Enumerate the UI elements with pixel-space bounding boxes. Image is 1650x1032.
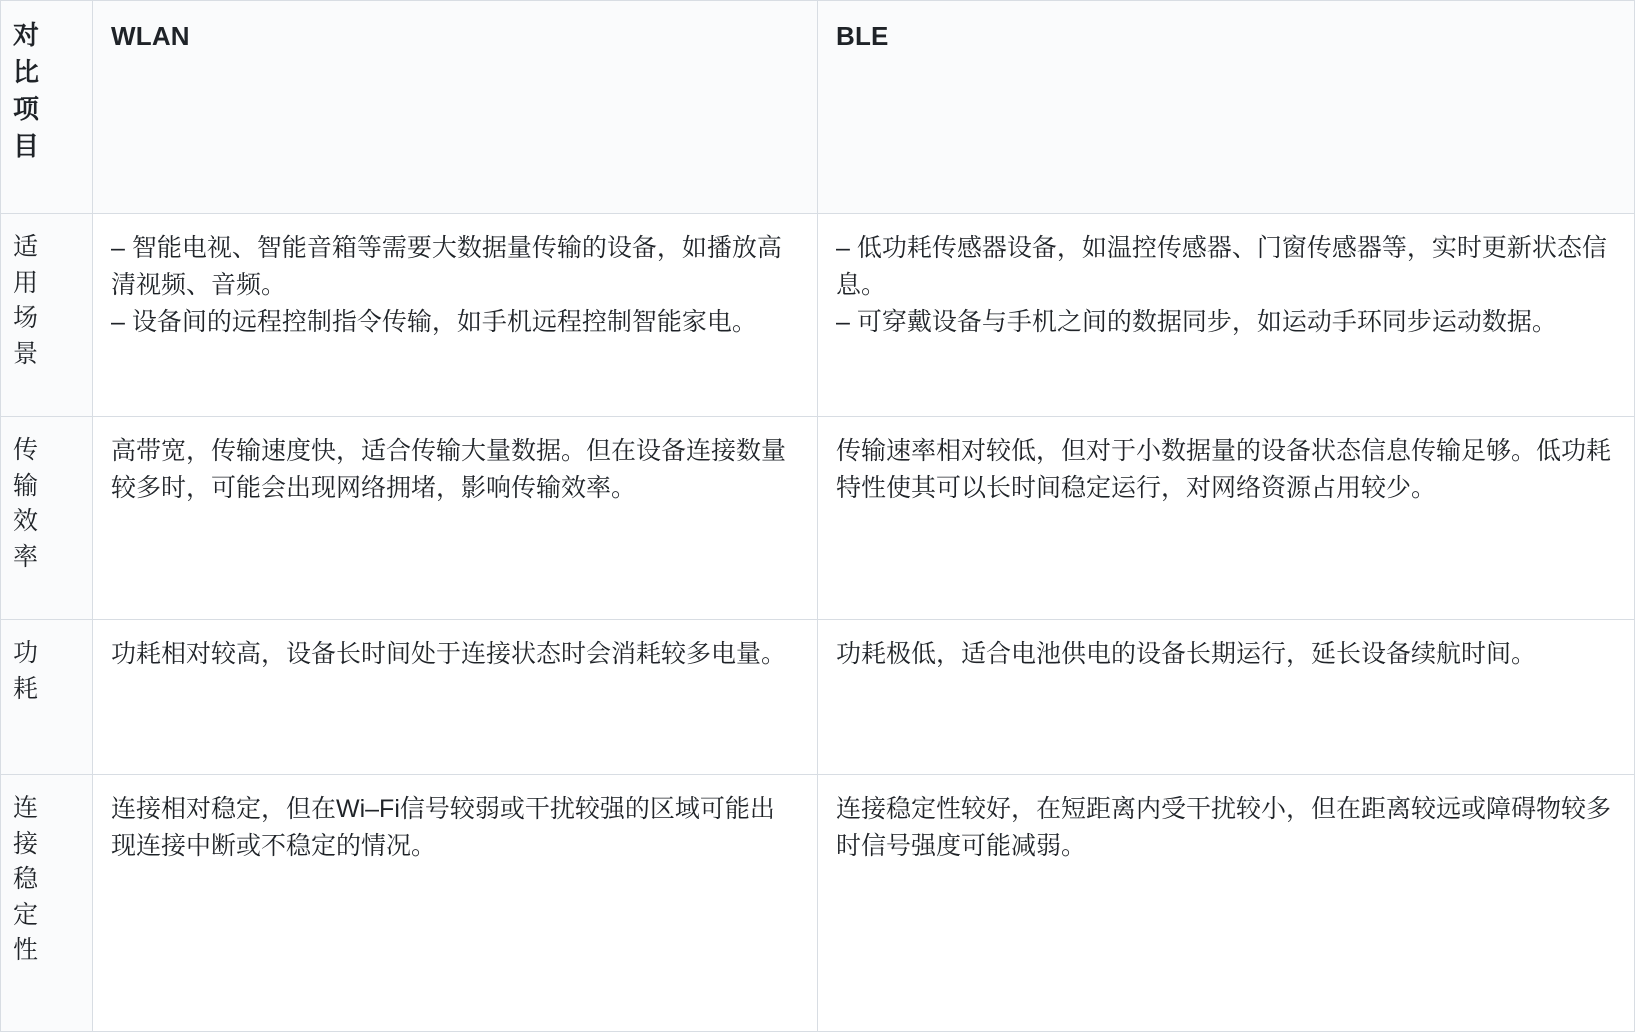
row-label-connection-stability	[1, 775, 93, 1032]
table-header	[1, 1, 1635, 214]
cell-line: – 智能电视、智能音箱等需要大数据量传输的设备，如播放高清视频、音频。	[111, 234, 782, 299]
column-header-ble: BLE	[818, 1, 1635, 214]
cell-line: 连接相对稳定，但在Wi–Fi信号较弱或干扰较强的区域可能出现连接中断或不稳定的情况。	[111, 795, 775, 860]
table-row	[1, 620, 1635, 775]
row-label-text: 适用场景	[13, 233, 39, 368]
cell-line: 功耗相对较高，设备长时间处于连接状态时会消耗较多电量。	[111, 640, 787, 668]
table-row	[1, 417, 1635, 620]
row-label-text: 传输效率	[13, 436, 39, 571]
table-header-row	[1, 1, 1635, 214]
cell-wlan-connection-stability	[93, 775, 818, 1032]
cell-content	[836, 791, 1616, 865]
cell-line: 高带宽，传输速度快，适合传输大量数据。但在设备连接数量较多时，可能会出现网络拥堵，影响传输效率。	[111, 437, 787, 502]
table-row	[1, 214, 1635, 417]
column-header-wlan: WLAN	[93, 1, 818, 214]
cell-line: 连接稳定性较好，在短距离内受干扰较小，但在距离较远或障碍物较多时信号强度可能减弱。	[836, 795, 1612, 860]
cell-ble-transfer-efficiency	[818, 417, 1635, 620]
cell-ble-use-case	[818, 214, 1635, 417]
row-label-power-consumption	[1, 620, 93, 775]
cell-ble-power-consumption	[818, 620, 1635, 775]
cell-content	[836, 230, 1616, 341]
column-header-item	[1, 1, 93, 214]
cell-ble-connection-stability	[818, 775, 1635, 1032]
cell-content	[111, 636, 799, 673]
row-label-transfer-efficiency	[1, 417, 93, 620]
cell-content	[836, 433, 1616, 507]
table-body	[1, 214, 1635, 1032]
row-label-use-case	[1, 214, 93, 417]
cell-line: – 设备间的远程控制指令传输，如手机远程控制智能家电。	[111, 308, 757, 336]
cell-wlan-power-consumption	[93, 620, 818, 775]
table-row	[1, 775, 1635, 1032]
column-header-item-label: 对比项目	[13, 20, 40, 161]
row-label-text: 连接稳定性	[13, 794, 39, 964]
cell-line: – 可穿戴设备与手机之间的数据同步，如运动手环同步运动数据。	[836, 308, 1557, 336]
cell-content	[836, 636, 1616, 673]
cell-line: 功耗极低，适合电池供电的设备长期运行，延长设备续航时间。	[836, 640, 1537, 668]
cell-content	[111, 433, 799, 507]
cell-line: 传输速率相对较低，但对于小数据量的设备状态信息传输足够。低功耗特性使其可以长时间稳定运行，对网络资源占用较少。	[836, 437, 1612, 502]
cell-content	[111, 230, 799, 341]
cell-wlan-use-case	[93, 214, 818, 417]
row-label-text: 功耗	[13, 639, 39, 703]
cell-content	[111, 791, 799, 865]
cell-line: – 低功耗传感器设备，如温控传感器、门窗传感器等，实时更新状态信息。	[836, 234, 1607, 299]
cell-wlan-transfer-efficiency	[93, 417, 818, 620]
